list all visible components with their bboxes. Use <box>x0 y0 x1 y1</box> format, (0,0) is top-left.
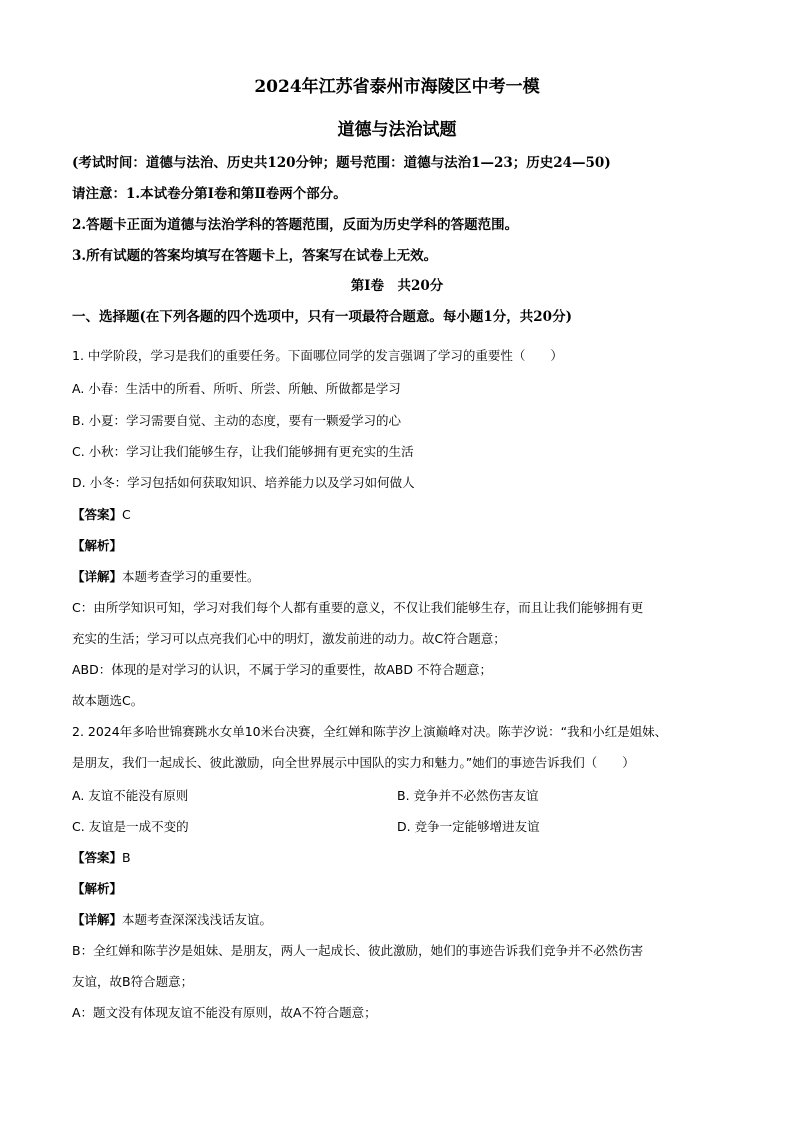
q1-detail <box>72 567 260 585</box>
note-2: 2.答题卡正面为道德与法治学科的答题范围，反面为历史学科的答题范围。 <box>72 217 519 233</box>
detail-label: 【详解】 <box>72 912 123 927</box>
q1-explanation-4: 故本题选C。 <box>72 693 144 708</box>
part-title: 第Ⅰ卷 共20分 <box>350 278 444 294</box>
q2-explanation-2: 友谊，故B符合题意； <box>72 974 194 989</box>
exam-info: (考试时间：道德与法治、历史共120分钟；题号范围：道德与法治1—23；历史24—50) <box>72 155 611 171</box>
q2-option-b: B. 竞争并不必然伤害友谊 <box>397 788 539 803</box>
detail-text: 本题考查学习的重要性。 <box>122 569 260 584</box>
answer-value: B <box>122 850 131 865</box>
q2-stem-line-2: 是朋友，我们一起成长、彼此激励，向全世界展示中国队的实力和魅力。”她们的事迹告诉我们（ ） <box>72 755 635 770</box>
q1-explanation-1: C：由所学知识可知，学习对我们每个人都有重要的意义，不仅让我们能够生存，而且让我们能够拥有更 <box>72 600 644 615</box>
q1-answer <box>72 505 131 523</box>
note-1: 请注意：1.本试卷分第Ⅰ卷和第Ⅱ卷两个部分。 <box>72 186 347 202</box>
q1-option-a: A. 小春：生活中的所看、所听、所尝、所触、所做都是学习 <box>72 381 401 396</box>
q2-explanation-3: A：题文没有体现友谊不能没有原则，故A不符合题意； <box>72 1005 377 1020</box>
detail-label: 【详解】 <box>72 569 123 584</box>
q2-option-d: D. 竞争一定能够增进友谊 <box>397 819 540 834</box>
q1-explanation-2: 充实的生活；学习可以点亮我们心中的明灯，激发前进的动力。故C符合题意； <box>72 631 506 646</box>
answer-label: 【答案】 <box>72 850 123 865</box>
q2-explanation-1: B：全红婵和陈芋汐是姐妹、是朋友，两人一起成长、彼此激励，她们的事迹告诉我们竞争并不必然伤害 <box>72 943 644 958</box>
q2-detail <box>72 910 272 928</box>
exam-subtitle: 道德与法治试题 <box>337 120 457 140</box>
q1-analysis-label: 【解析】 <box>72 538 123 553</box>
exam-title: 2024年江苏省泰州市海陵区中考一模 <box>254 77 540 97</box>
q2-analysis-label: 【解析】 <box>72 881 123 896</box>
q2-stem-line-1: 2. 2024年多哈世锦赛跳水女单10米台决赛，全红婵和陈芋汐上演巅峰对决。陈芋汐说：“我和小红是姐妹、 <box>72 724 668 739</box>
q2-option-c: C. 友谊是一成不变的 <box>72 819 189 834</box>
answer-label: 【答案】 <box>72 507 123 522</box>
q1-option-b: B. 小夏：学习需要自觉、主动的态度，要有一颗爱学习的心 <box>72 413 402 428</box>
q1-stem: 1. 中学阶段，学习是我们的重要任务。下面哪位同学的发言强调了学习的重要性（ ） <box>72 348 563 363</box>
q1-option-c: C. 小秋：学习让我们能够生存，让我们能够拥有更充实的生活 <box>72 444 414 459</box>
detail-text: 本题考查深深浅浅话友谊。 <box>122 912 273 927</box>
note-3: 3.所有试题的答案均填写在答题卡上，答案写在试卷上无效。 <box>72 248 438 264</box>
answer-value: C <box>122 507 131 522</box>
q1-option-d: D. 小冬：学习包括如何获取知识、培养能力以及学习如何做人 <box>72 475 415 490</box>
section-heading: 一、选择题(在下列各题的四个选项中，只有一项最符合题意。每小题1分，共20分) <box>72 309 572 325</box>
q2-answer <box>72 848 131 866</box>
q2-option-a: A. 友谊不能没有原则 <box>72 788 189 803</box>
q1-explanation-3: ABD：体现的是对学习的认识，不属于学习的重要性，故ABD 不符合题意； <box>72 662 492 677</box>
